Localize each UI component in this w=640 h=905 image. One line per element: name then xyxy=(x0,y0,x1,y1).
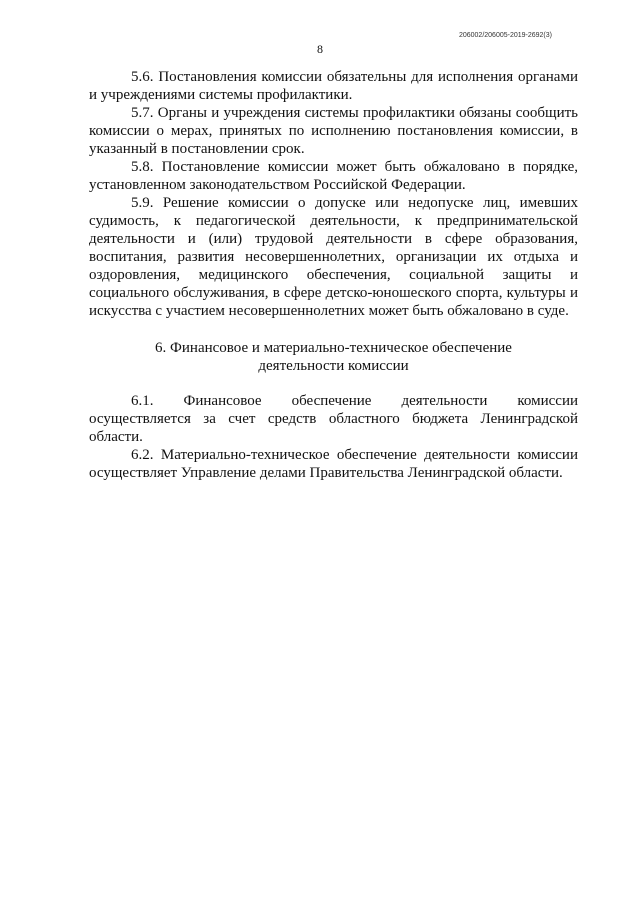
paragraph-5-9: 5.9. Решение комиссии о допуске или недопуске лиц, имевших судимость, к педагогической деятельности, к предпринимательской деятельности и (или) трудовой деятельности в сфере образования, воспитания, развития несовершеннолетних, организации их отдыха и оздоровления, медицинского обеспечения, социальной защиты и социального обслуживания, в сфере детско-юношеского спорта, культуры и искусства с участием несовершеннолетних может быть обжаловано в суде. xyxy=(89,195,578,319)
paragraph-5-6: 5.6. Постановления комиссии обязательны для исполнения органами и учреждениями системы профилактики. xyxy=(89,69,578,103)
section-heading xyxy=(89,339,578,375)
document-body xyxy=(89,68,578,482)
paragraph-5-7: 5.7. Органы и учреждения системы профилактики обязаны сообщить комиссии о мерах, принятых по исполнению постановления комиссии, в указанный в постановлении срок. xyxy=(89,105,578,157)
paragraph-6-2: 6.2. Материально-техническое обеспечение деятельности комиссии осуществляет Управление делами Правительства Ленинградской области. xyxy=(89,447,578,481)
page-number: 8 xyxy=(317,42,323,56)
section-heading-line-1: 6. Финансовое и материально-техническое обеспечение xyxy=(155,340,512,356)
paragraph-5-8: 5.8. Постановление комиссии может быть обжаловано в порядке, установленном законодательством Российской Федерации. xyxy=(89,159,578,193)
section-heading-line-2: деятельности комиссии xyxy=(258,358,409,374)
document-code: 206002/206005-2019-2692(3) xyxy=(458,32,552,39)
paragraph-6-1: 6.1. Финансовое обеспечение деятельности комиссии осуществляется за счет средств областного бюджета Ленинградской области. xyxy=(89,393,578,445)
